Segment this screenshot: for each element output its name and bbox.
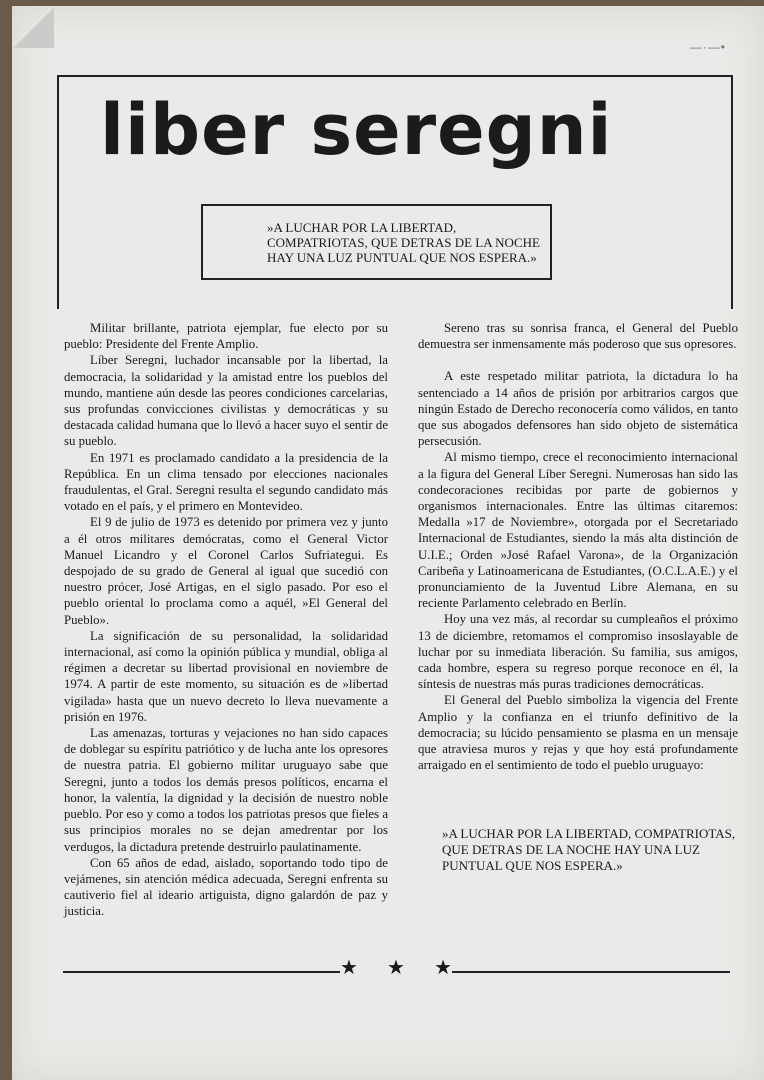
top-pen-mark: —·—• xyxy=(689,40,726,54)
paragraph: El 9 de julio de 1973 es detenido por primera vez y junto a él otros militares demócratas, como el General Victor Manuel Licandro y el Coronel Carlos Sufriategui. Es despojado de su grado de General al igual que sucedió con nuestro prócer, José Artigas, en el siglo pasado. Por eso el pueblo oriental lo proclama como a aquél, »El General del Pueblo». xyxy=(64,515,388,627)
right-column xyxy=(418,320,738,773)
footer-rule-right xyxy=(452,971,730,973)
closing-quote: »A LUCHAR POR LA LIBERTAD, COMPATRIOTAS, QUE DETRAS DE LA NOCHE HAY UNA LUZ PUNTUAL QUE NOS ESPERA.» xyxy=(442,826,736,873)
header-quote-text: »A LUCHAR POR LA LIBERTAD, COMPATRIOTAS, QUE DETRAS DE LA NOCHE HAY UNA LUZ PUNTUAL QUE NOS ESPERA.» xyxy=(267,220,540,265)
paragraph: Sereno tras su sonrisa franca, el General del Pueblo demuestra ser inmensamente más poderoso que sus opresores. xyxy=(418,321,738,352)
paragraph: Militar brillante, patriota ejemplar, fue electo por su pueblo: Presidente del Frente Amplio. xyxy=(64,321,388,352)
paragraph: A este respetado militar patriota, la dictadura lo ha sentenciado a 14 años de prisión por arbitrarios cargos que ningún Estado de Derecho reconocería como válidos, en tanto que sus abogados defensores han sido objeto de sistemática persecusión. xyxy=(418,369,738,449)
star-icon: ★ xyxy=(340,955,358,979)
paragraph: Al mismo tiempo, crece el reconocimiento internacional a la figura del General Líber Seregni. Numerosas han sido las condecoraciones recibidas por parte de gobiernos y organismos internacionales. Entre las últimas citaremos: Medalla »17 de Noviembre», otorgada por el Secretariado Internacional de Estudiantes, siendo la más alta distinción de U.I.E.; Orden »José Rafael Varona», de la Organización Caribeña y Latinoamericana de Estudiantes, (O.C.L.A.E.) y el pronunciamiento de la Juventud Libre Alemana, en su reciente Parlamento celebrado en Berlín. xyxy=(418,450,738,611)
paragraph: Hoy una vez más, al recordar su cumpleaños el próximo 13 de diciembre, retomamos el compromiso insoslayable de luchar por su inmediata liberación. Su familia, sus amigos, cada hombre, espera su regreso porque reconoce en él, la síntesis de nuestras más puras tradiciones democráticas. xyxy=(418,612,738,692)
star-icon: ★ xyxy=(387,955,405,979)
folded-corner xyxy=(14,8,54,48)
page-title: liber seregni xyxy=(100,89,613,171)
paragraph: La significación de su personalidad, la solidaridad internacional, así como la opinión pública y mundial, obliga al régimen a decretar su libertad provisional en noviembre de 1974. A partir de este momento, su situación es de »libertad vigilada» hasta que un nuevo decreto lo lleva nuevamente a prisión en 1976. xyxy=(64,628,388,724)
header-quote-box xyxy=(201,204,552,280)
paragraph: En 1971 es proclamado candidato a la presidencia de la República. En un clima tensado por elecciones nacionales fraudulentas, el Gral. Seregni resulta el segundo candidato más votado en el país, y el primero en Montevideo. xyxy=(64,450,388,514)
footer-rule-left xyxy=(63,971,340,973)
star-icon: ★ xyxy=(434,955,452,979)
paragraph: El General del Pueblo simboliza la vigencia del Frente Amplio y la confianza en el triunfo definitivo de la democracia; su lúcido pensamiento se plasma en un mensaje que atraviesa muros y rejas y que hoy está profundamente arraigado en el sentimiento de todo el pueblo uruguayo: xyxy=(418,693,738,773)
paragraph: Con 65 años de edad, aislado, soportando todo tipo de vejámenes, sin atención médica adecuada, Seregni enfrenta su cautiverio fiel al ideario artiguista, digno galardón de paz y justicia. xyxy=(64,855,388,919)
paragraph: Las amenazas, torturas y vejaciones no han sido capaces de doblegar su espíritu patriótico y de lucha ante los opresores de nuestra patria. El gobierno militar uruguayo sabe que Seregni, junto a todos los demás presos políticos, encarna el honor, la valentía, la dignidad y la decisión de nuestro noble pueblo. Por eso y como a todos los patriotas presos que fieles a sus principios morales no se dejan amedrentar por los verdugos, la dictadura pretende destruirlo paulatinamente. xyxy=(64,726,388,854)
paragraph: Líber Seregni, luchador incansable por la libertad, la democracia, la solidaridad y la amistad entre los pueblos del mundo, mantiene aún desde las peores condiciones carcelarias, sus profundas convicciones civilistas y democráticas y su destacada calidad humana que lo llevó a hacer suyo el sentir de su pueblo. xyxy=(64,353,388,449)
footer-stars xyxy=(340,955,452,979)
left-column xyxy=(64,320,388,920)
